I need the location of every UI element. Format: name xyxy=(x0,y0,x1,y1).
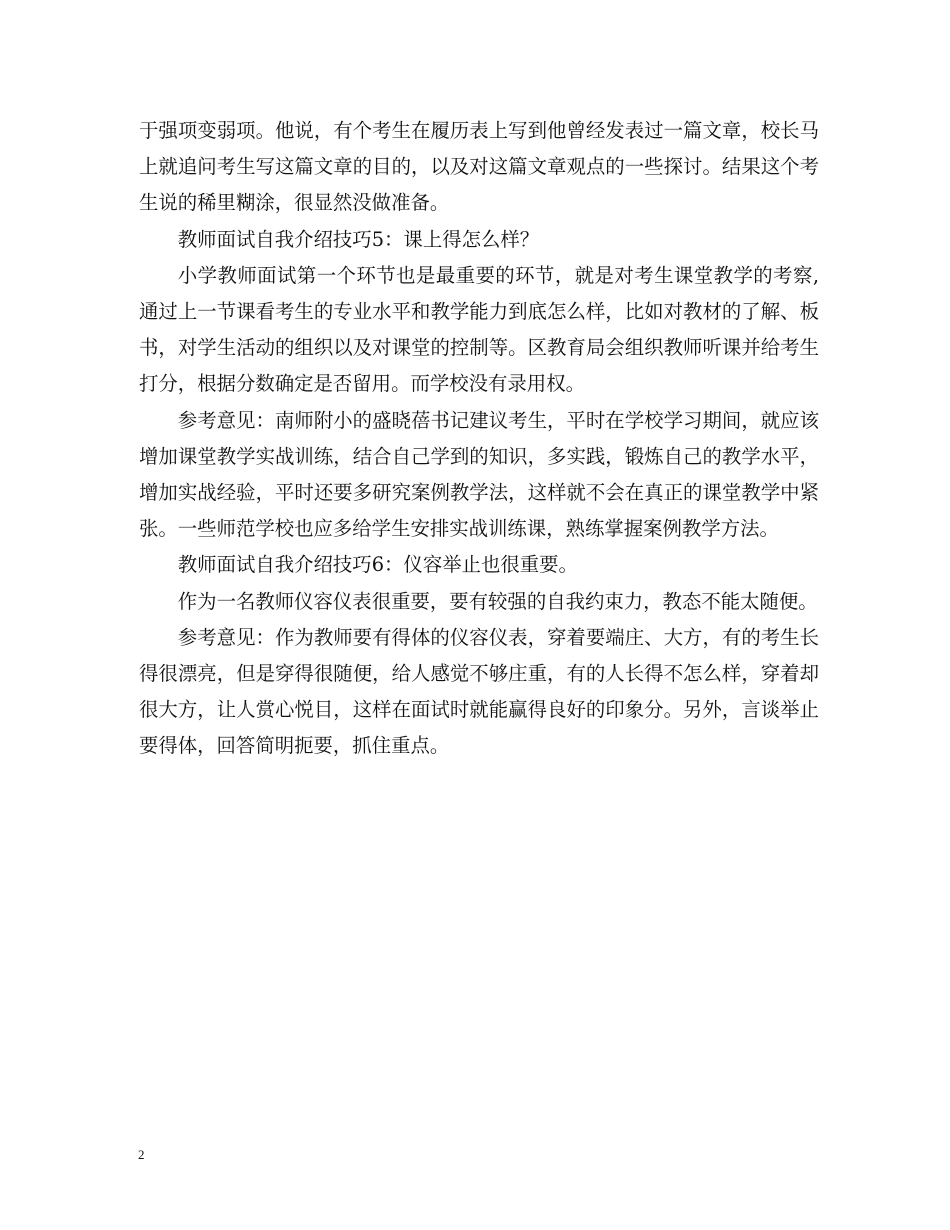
paragraph-tip-6-description: 作为一名教师仪容仪表很重要，要有较强的自我约束力，教态不能太随便。 xyxy=(177,589,818,613)
paragraph-tip-5-advice: 参考意见：南师附小的盛晓蓓书记建议考生，平时在学校学习期间，就应该增加课堂教学实战训练，结合自己学到的知识，多实践，锻炼自己的教学水平，增加实战经验，平时还要多研究案例教学法，这样就不会在真正的课堂教学中紧张。一些师范学校也应多给学生安排实战训练课，熟练掌握案例教学方法。 xyxy=(139,408,819,541)
paragraph-continuation: 于强项变弱项。他说，有个考生在履历表上写到他曾经发表过一篇文章，校长马上就追问考生写这篇文章的目的，以及对这篇文章观点的一些探讨。结果这个考生说的稀里糊涂，很显然没做准备。 xyxy=(139,119,819,215)
heading-tip-5: 教师面试自我介绍技巧5：课上得怎么样？ xyxy=(177,227,540,251)
heading-tip-6: 教师面试自我介绍技巧6：仪容举止也很重要。 xyxy=(177,553,578,577)
document-body xyxy=(139,113,819,765)
paragraph-tip-5-description: 小学教师面试第一个环节也是最重要的环节，就是对考生课堂教学的考察,通过上一节课看考生的专业水平和教学能力到底怎么样，比如对教材的了解、板书，对学生活动的组织以及对课堂的控制等。区教育局会组织教师听课并给考生打分，根据分数确定是否留用。而学校没有录用权。 xyxy=(139,263,819,396)
paragraph-tip-6-advice: 参考意见：作为教师要有得体的仪容仪表，穿着要端庄、大方，有的考生长得很漂亮，但是穿得很随便，给人感觉不够庄重，有的人长得不怎么样，穿着却很大方，让人赏心悦目，这样在面试时就能赢得良好的印象分。另外，言谈举止要得体，回答简明扼要，抓住重点。 xyxy=(139,625,819,758)
page-number: 2 xyxy=(138,1147,145,1162)
